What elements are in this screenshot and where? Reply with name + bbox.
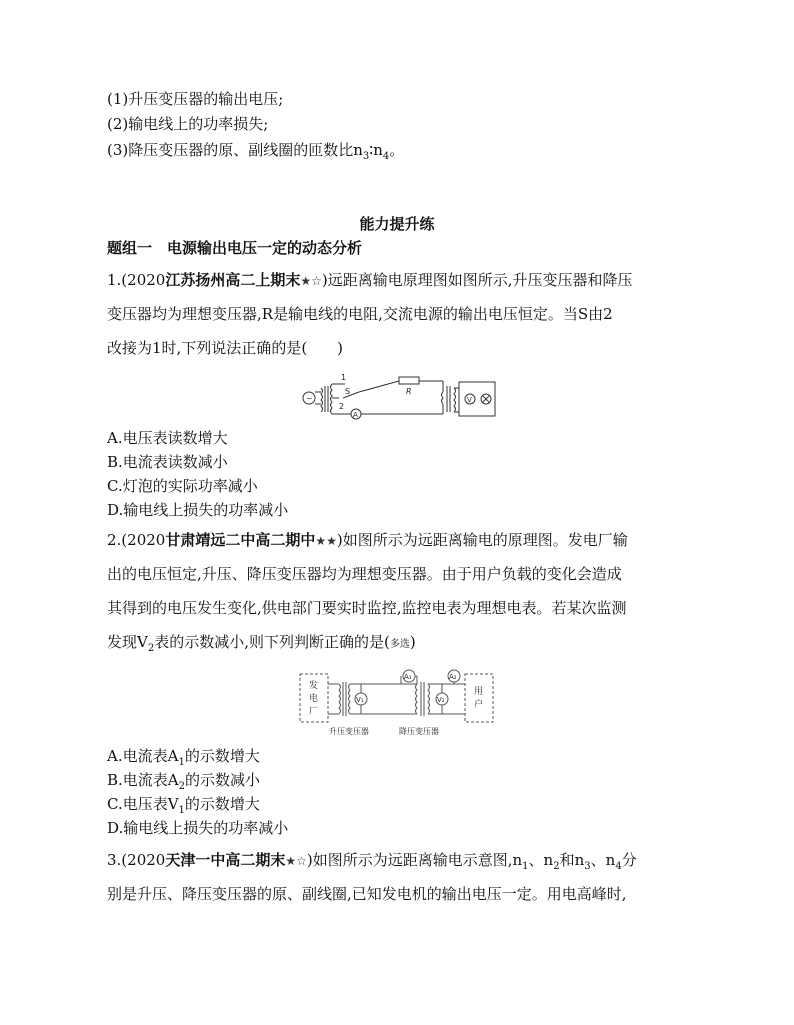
- circuit-diagram-1: [297, 370, 497, 426]
- problem-text: 发现V: [107, 633, 148, 651]
- problem-number: 2.(2020: [107, 531, 166, 549]
- difficulty-stars: ★☆: [285, 854, 307, 868]
- option-a[interactable]: A.电压表读数增大: [107, 429, 228, 447]
- multi-select-tag: 多选: [389, 639, 410, 650]
- circuit-figure-2: [299, 668, 495, 738]
- subquestion-1: (1)升压变压器的输出电压;: [107, 90, 284, 108]
- option-c[interactable]: C.灯泡的实际功率减小: [107, 477, 258, 495]
- problem-2-line-3: 其得到的电压发生变化,供电部门要实时监控,监控电表为理想电表。若某次监测: [107, 599, 627, 617]
- problem-text: 分: [621, 851, 637, 869]
- subscript: 1: [522, 861, 529, 872]
- problem-number: 1.(2020: [107, 271, 166, 289]
- subscript: 1: [178, 805, 185, 816]
- source-label: ~: [306, 394, 313, 403]
- option-text: 的示数增大: [184, 795, 260, 813]
- problem-3-line-1: [107, 850, 637, 877]
- problem-text: 和n: [559, 851, 585, 869]
- switch-label: S: [345, 387, 351, 396]
- problem-3-line-2: 别是升压、降压变压器的原、副线圈,已知发电机的输出电压一定。用电高峰时,: [107, 885, 627, 903]
- subquestion-3: [107, 140, 404, 167]
- voltmeter-label: V: [467, 396, 472, 404]
- user-label-2: 户: [474, 700, 484, 710]
- problem-2-line-1: [107, 530, 628, 551]
- resistor-r: [399, 377, 419, 384]
- stepdown-primary-coil: [442, 392, 444, 404]
- stepup-primary-coil: [339, 684, 341, 714]
- group-title: 题组一 电源输出电压一定的动态分析: [107, 239, 363, 257]
- problem-text: 表的示数减小,则下列判断正确的是(: [154, 633, 390, 651]
- problem-text: )如图所示为远距离输电的原理图。发电厂输: [336, 531, 628, 549]
- stepdown-secondary-coil: [428, 684, 430, 714]
- problem-2-line-4: [107, 632, 416, 659]
- step-up-label: 升压变压器: [329, 727, 369, 736]
- subquestion-2: (2)输电线上的功率损失;: [107, 115, 269, 133]
- step-down-label: 降压变压器: [399, 727, 439, 736]
- problem-text: )如图所示为远距离输电示意图,n: [306, 851, 523, 869]
- option-text: A.电流表A: [107, 747, 179, 765]
- user-box: [465, 674, 493, 722]
- subscript: 4: [382, 151, 390, 162]
- load-box: [459, 382, 495, 416]
- subscript: 4: [615, 861, 622, 872]
- problem-source: 甘肃靖远二中高二期中: [165, 531, 316, 549]
- section-title: 能力提升练: [359, 215, 435, 233]
- problem-2-line-2: 出的电压恒定,升压、降压变压器均为理想变压器。由于用户负载的变化会造成: [107, 565, 622, 583]
- plant-label-3: 厂: [309, 707, 319, 717]
- option-b[interactable]: B.电流表读数减小: [107, 453, 228, 471]
- option-d[interactable]: D.输电线上损失的功率减小: [107, 819, 289, 837]
- subscript: 2: [553, 861, 560, 872]
- problem-1-line-2: 变压器均为理想变压器,R是输电线的电阻,交流电源的输出电压恒定。当S由2: [107, 305, 613, 323]
- a2-label: A₂: [449, 673, 457, 681]
- circuit-figure-1: [297, 370, 497, 426]
- problem-1-line-3: 改接为1时,下列说法正确的是( ): [107, 339, 344, 357]
- option-b[interactable]: [107, 770, 260, 797]
- option-text: 的示数减小: [185, 771, 261, 789]
- option-c[interactable]: [107, 794, 260, 821]
- subscript: 1: [178, 757, 185, 768]
- primary-coil: [321, 388, 323, 412]
- subscript: 3: [584, 861, 591, 872]
- problem-source: 江苏扬州高二上期末: [165, 271, 301, 289]
- period: 。: [389, 141, 405, 159]
- problem-1-line-1: [107, 270, 633, 291]
- difficulty-stars: ★★: [315, 534, 337, 548]
- a1-label: A₁: [404, 673, 412, 681]
- subscript: 2: [178, 781, 185, 792]
- stepdown-primary-coil: [416, 684, 418, 714]
- stepup-secondary-coil: [349, 684, 351, 714]
- option-text: B.电流表A: [107, 771, 179, 789]
- circuit-diagram-2: [299, 668, 495, 738]
- paren-close: ): [409, 633, 416, 651]
- option-text: 的示数增大: [184, 747, 260, 765]
- resistor-label: R: [406, 387, 412, 396]
- v1-label: V₁: [356, 696, 364, 704]
- plant-label-1: 发: [309, 681, 319, 691]
- problem-text: 、n: [590, 851, 616, 869]
- ammeter-label: A: [353, 411, 358, 419]
- difficulty-stars: ★☆: [300, 274, 322, 288]
- problem-text: )远距离输电原理图如图所示,升压变压器和降压: [321, 271, 633, 289]
- ratio-colon: ∶n: [369, 141, 383, 159]
- subscript: 2: [147, 643, 155, 654]
- option-a[interactable]: [107, 746, 260, 773]
- problem-number: 3.(2020: [107, 851, 166, 869]
- terminal-2-label: 2: [339, 402, 345, 411]
- secondary-coil: [331, 384, 333, 414]
- terminal-1-label: 1: [341, 373, 347, 382]
- problem-text: 、n: [528, 851, 554, 869]
- option-text: C.电压表V: [107, 795, 179, 813]
- stepdown-secondary-coil: [454, 388, 456, 412]
- v2-label: V₂: [437, 696, 445, 704]
- user-label-1: 用: [474, 687, 484, 697]
- problem-source: 天津一中高二期末: [165, 851, 286, 869]
- subscript: 3: [362, 151, 370, 162]
- subquestion-3-text: (3)降压变压器的原、副线圈的匝数比n: [107, 141, 363, 159]
- plant-label-2: 电: [309, 694, 319, 704]
- option-d[interactable]: D.输电线上损失的功率减小: [107, 501, 289, 519]
